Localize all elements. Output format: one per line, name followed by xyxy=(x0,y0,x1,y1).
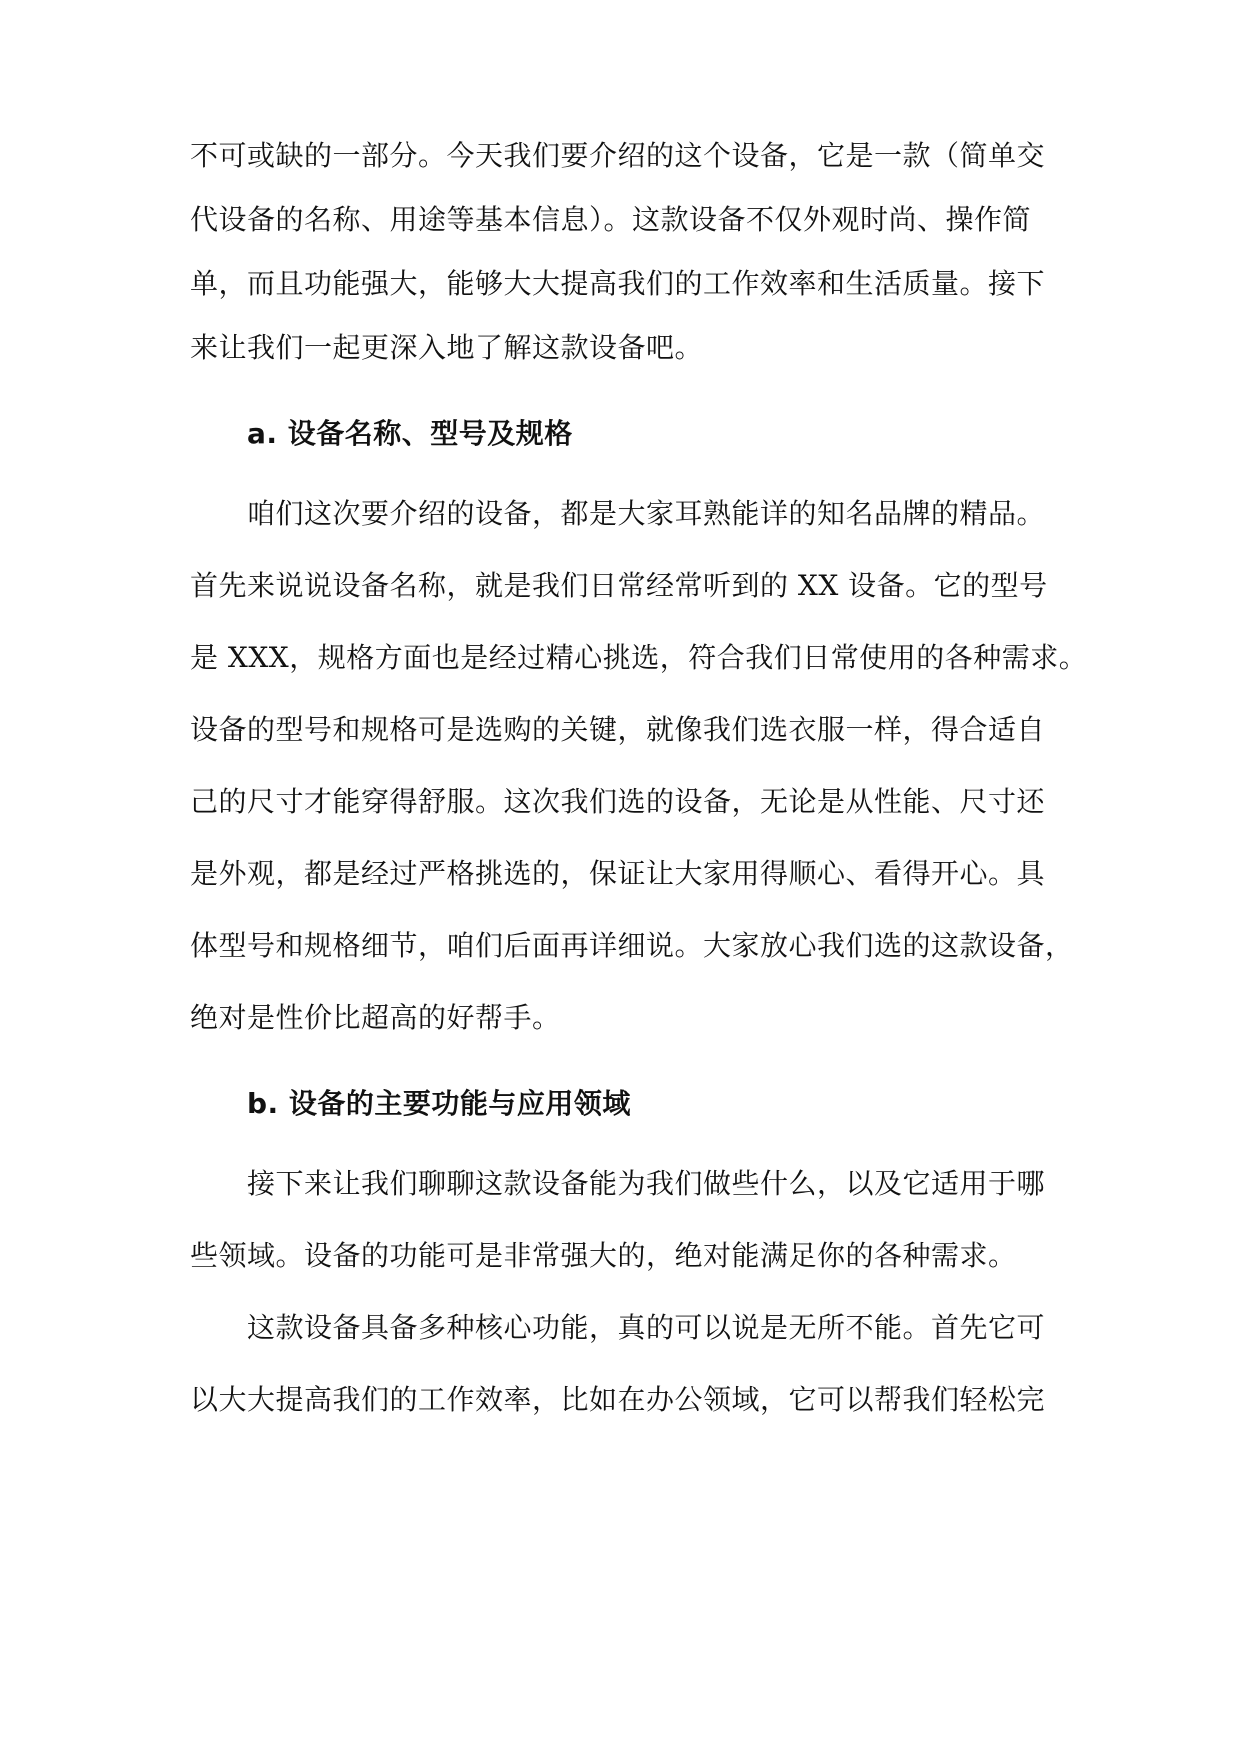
section-a-line-4: 设备的型号和规格可是选购的关键，就像我们选衣服一样，得合适自 xyxy=(190,713,1046,746)
section-a-line-2: 首先来说说设备名称，就是我们日常经常听到的 XX 设备。它的型号 xyxy=(190,569,1048,602)
section-b-p1-line-2: 些领域。设备的功能可是非常强大的，绝对能满足你的各种需求。 xyxy=(190,1239,1017,1272)
section-b-p1-line-1: 接下来让我们聊聊这款设备能为我们做些什么，以及它适用于哪 xyxy=(247,1167,1046,1200)
section-b-heading: b. 设备的主要功能与应用领域 xyxy=(247,1087,631,1120)
section-b-p2-line-2: 以大大提高我们的工作效率，比如在办公领域，它可以帮我们轻松完 xyxy=(190,1383,1046,1416)
intro-line-4: 来让我们一起更深入地了解这款设备吧。 xyxy=(190,331,704,364)
section-a-line-8: 绝对是性价比超高的好帮手。 xyxy=(190,1001,561,1034)
intro-line-3: 单，而且功能强大，能够大大提高我们的工作效率和生活质量。接下 xyxy=(190,267,1046,300)
intro-line-1: 不可或缺的一部分。今天我们要介绍的这个设备，它是一款（简单交 xyxy=(190,139,1046,172)
section-a-line-1: 咱们这次要介绍的设备，都是大家耳熟能详的知名品牌的精品。 xyxy=(247,497,1046,530)
section-a-line-5: 己的尺寸才能穿得舒服。这次我们选的设备，无论是从性能、尺寸还 xyxy=(190,785,1046,818)
section-a-line-7: 体型号和规格细节，咱们后面再详细说。大家放心我们选的这款设备， xyxy=(190,929,1074,962)
intro-line-2: 代设备的名称、用途等基本信息）。这款设备不仅外观时尚、操作简 xyxy=(190,203,1032,236)
section-a-line-6: 是外观，都是经过严格挑选的，保证让大家用得顺心、看得开心。具 xyxy=(190,857,1046,890)
section-a-heading: a. 设备名称、型号及规格 xyxy=(247,417,573,450)
section-a-line-3: 是 XXX，规格方面也是经过精心挑选，符合我们日常使用的各种需求。 xyxy=(190,641,1088,674)
section-b-p2-line-1: 这款设备具备多种核心功能，真的可以说是无所不能。首先它可 xyxy=(247,1311,1046,1344)
